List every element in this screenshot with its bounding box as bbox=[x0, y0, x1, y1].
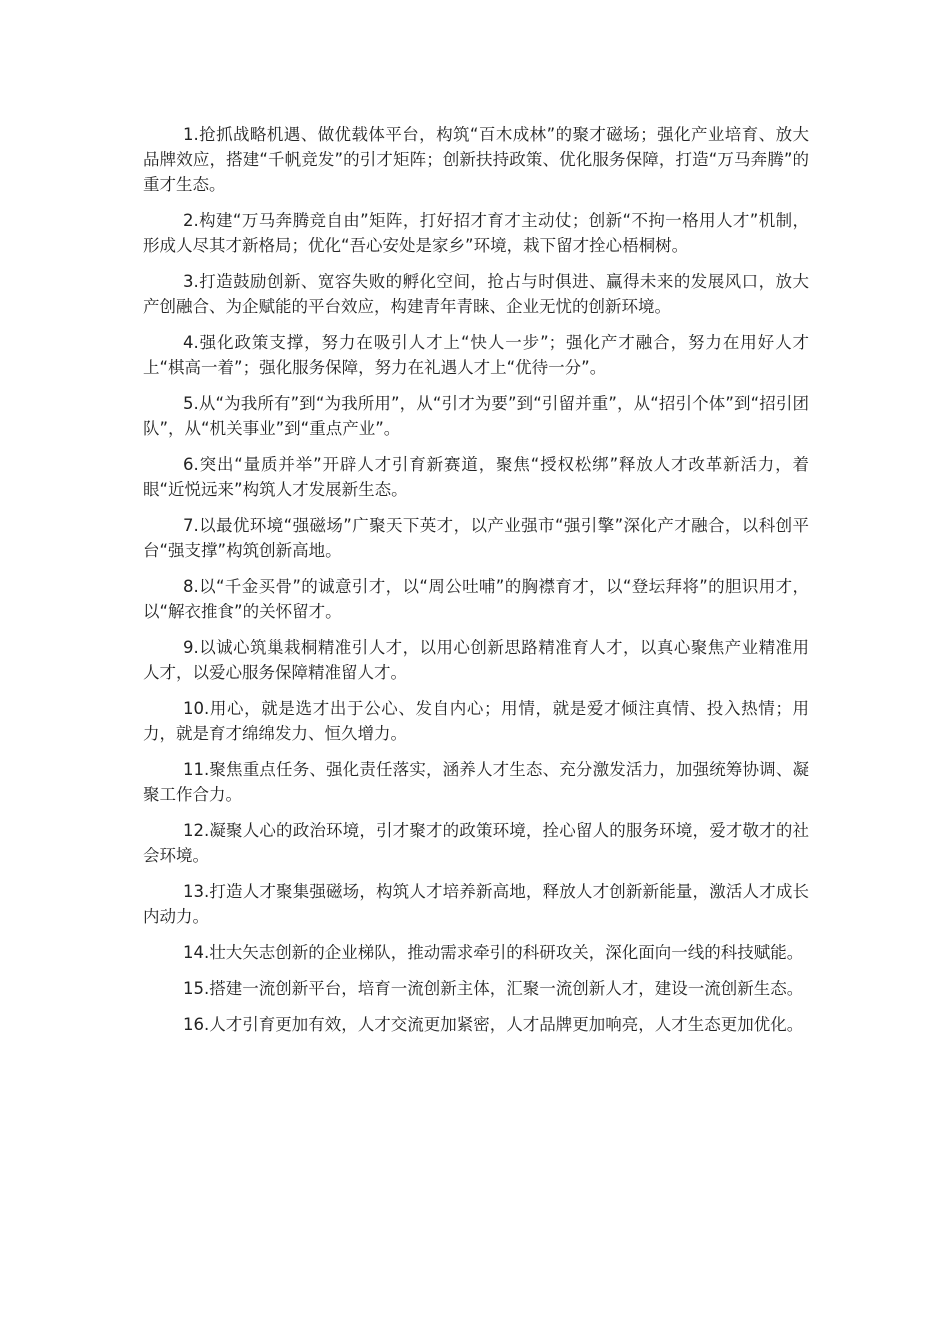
paragraph-7: 7.以最优环境“强磁场”广聚天下英才，以产业强市“强引擎”深化产才融合，以科创平台“强支撑”构筑创新高地。 bbox=[143, 516, 809, 560]
paragraph-8: 8.以“千金买骨”的诚意引才，以“周公吐哺”的胸襟育才，以“登坛拜将”的胆识用才，以“解衣推食”的关怀留才。 bbox=[143, 577, 809, 621]
document-body bbox=[143, 122, 809, 1048]
paragraph-4: 4.强化政策支撑，努力在吸引人才上“快人一步”；强化产才融合，努力在用好人才上“棋高一着”；强化服务保障，努力在礼遇人才上“优待一分”。 bbox=[143, 333, 809, 377]
paragraph-14: 14.壮大矢志创新的企业梯队，推动需求牵引的科研攻关，深化面向一线的科技赋能。 bbox=[183, 943, 804, 962]
paragraph-5: 5.从“为我所有”到“为我所用”，从“引才为要”到“引留并重”，从“招引个体”到“招引团队”，从“机关事业”到“重点产业”。 bbox=[143, 394, 809, 438]
paragraph-6: 6.突出“量质并举”开辟人才引育新赛道，聚焦“授权松绑”释放人才改革新活力，着眼“近悦远来”构筑人才发展新生态。 bbox=[143, 455, 809, 499]
paragraph-15: 15.搭建一流创新平台，培育一流创新主体，汇聚一流创新人才，建设一流创新生态。 bbox=[183, 979, 804, 998]
paragraph-9: 9.以诚心筑巢栽桐精准引人才，以用心创新思路精准育人才，以真心聚焦产业精准用人才，以爱心服务保障精准留人才。 bbox=[143, 638, 809, 682]
paragraph-3: 3.打造鼓励创新、宽容失败的孵化空间，抢占与时俱进、赢得未来的发展风口，放大产创融合、为企赋能的平台效应，构建青年青睐、企业无忧的创新环境。 bbox=[143, 272, 809, 316]
paragraph-16: 16.人才引育更加有效，人才交流更加紧密，人才品牌更加响亮，人才生态更加优化。 bbox=[183, 1015, 804, 1034]
paragraph-12: 12.凝聚人心的政治环境，引才聚才的政策环境，拴心留人的服务环境，爱才敬才的社会环境。 bbox=[143, 821, 809, 865]
paragraph-13: 13.打造人才聚集强磁场，构筑人才培养新高地，释放人才创新新能量，激活人才成长内动力。 bbox=[143, 882, 809, 926]
paragraph-11: 11.聚焦重点任务、强化责任落实，涵养人才生态、充分激发活力，加强统筹协调、凝聚工作合力。 bbox=[143, 760, 809, 804]
paragraph-1: 1.抢抓战略机遇、做优载体平台，构筑“百木成林”的聚才磁场；强化产业培育、放大品牌效应，搭建“千帆竞发”的引才矩阵；创新扶持政策、优化服务保障，打造“万马奔腾”的重才生态。 bbox=[143, 125, 809, 194]
paragraph-10: 10.用心，就是选才出于公心、发自内心；用情，就是爱才倾注真情、投入热情；用力，就是育才绵绵发力、恒久增力。 bbox=[143, 699, 809, 743]
paragraph-2: 2.构建“万马奔腾竞自由”矩阵，打好招才育才主动仗；创新“不拘一格用人才”机制，形成人尽其才新格局；优化“吾心安处是家乡”环境，栽下留才拴心梧桐树。 bbox=[143, 211, 809, 255]
